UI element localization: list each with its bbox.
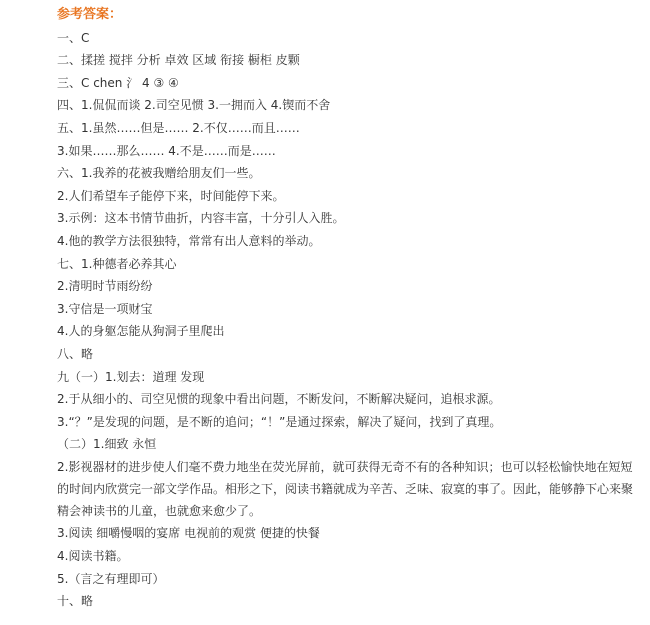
answer-line-22: 4.阅读书籍。 xyxy=(57,549,129,564)
answer-line-18: 3.“？”是发现的问题，是不断的追问；“！”是通过探索，解决了疑问，找到了真理。 xyxy=(57,414,502,429)
answer-line-12: 2.清明时节雨纷纷 xyxy=(57,279,153,294)
answer-line-11: 七、1.种德者必养其心 xyxy=(57,256,177,271)
answer-paragraph-20: 2.影视器材的进步使人们毫不费力地坐在荧光屏前，就可获得无奇不有的各种知识；也可以轻松愉快地在短短的时间内欣赏完一部文学作品。相形之下，阅读书籍就成为辛苦、乏味、寂寞的事了。因此，能够静下心来聚精会神读书的儿童，也就愈来愈少了。 xyxy=(57,459,634,518)
answer-line-15: 八、略 xyxy=(57,346,94,361)
answer-line-3: 三、C chen 氵 4 ③ ④ xyxy=(57,75,179,90)
answer-line-10: 4.他的教学方法很独特，常常有出人意料的举动。 xyxy=(57,233,321,248)
answer-line-6: 3.如果……那么…… 4.不是……而是…… xyxy=(57,143,276,158)
answer-line-9: 3.示例：这本书情节曲折，内容丰富，十分引人入胜。 xyxy=(57,211,345,226)
answer-line-1: 一、C xyxy=(57,30,90,45)
answer-line-4: 四、1.侃侃而谈 2.司空见惯 3.一拥而入 4.锲而不舍 xyxy=(57,98,331,113)
answer-line-23: 5.（言之有理即可） xyxy=(57,571,165,586)
answer-line-14: 4.人的身躯怎能从狗洞子里爬出 xyxy=(57,324,225,339)
answer-line-24: 十、略 xyxy=(57,594,94,609)
answer-line-5: 五、1.虽然……但是…… 2.不仅……而且…… xyxy=(57,120,300,135)
answer-line-13: 3.守信是一项财宝 xyxy=(57,301,153,316)
answer-line-16: 九（一）1.划去：道理 发现 xyxy=(57,369,205,384)
answer-document xyxy=(57,4,642,612)
answer-line-2: 二、揉搓 搅拌 分析 卓效 区域 衔接 橱柜 皮颗 xyxy=(57,53,300,68)
answers-heading: 参考答案： xyxy=(57,7,123,22)
answer-line-21: 3.阅读 细嚼慢咽的宴席 电视前的观赏 便捷的快餐 xyxy=(57,526,320,541)
answer-line-8: 2.人们希望车子能停下来，时间能停下来。 xyxy=(57,188,285,203)
answer-line-19: （二）1.细致 永恒 xyxy=(57,437,157,452)
answer-line-17: 2.于从细小的、司空见惯的现象中看出问题，不断发问，不断解决疑问，追根求源。 xyxy=(57,392,501,407)
answer-line-7: 六、1.我养的花被我赠给朋友们一些。 xyxy=(57,166,261,181)
